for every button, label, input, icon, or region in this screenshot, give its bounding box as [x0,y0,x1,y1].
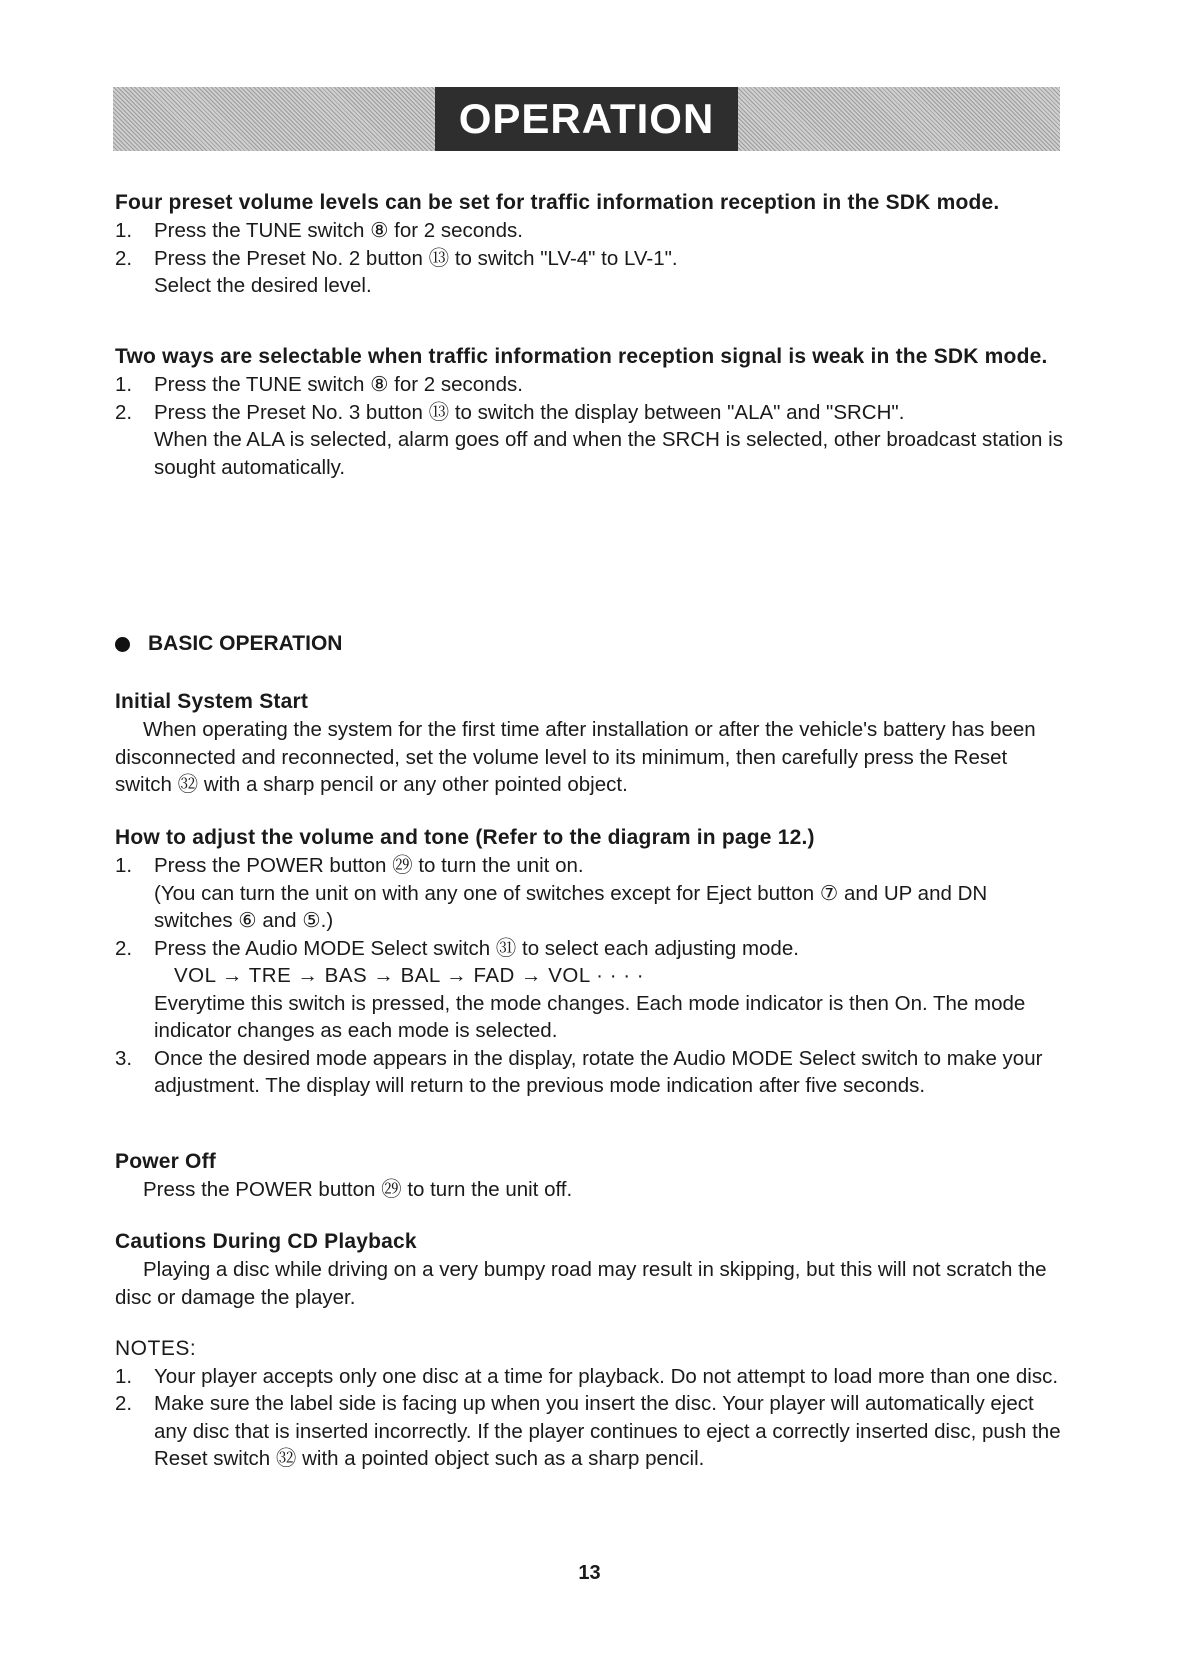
sdk-volume-section [115,189,1065,300]
step-extra: Everytime this switch is pressed, the mode changes. Each mode indicator is then On. The mode indicator changes as each mode is selected. [154,991,1026,1042]
step-text: Press the POWER button ㉙ to turn the unit on. [154,854,584,877]
step-number: 1. [115,219,133,242]
step-number: 2. [115,246,133,270]
step-number: 2. [115,400,133,424]
note-number: 2. [115,1392,133,1415]
step-number: 1. [115,854,133,877]
basic-operation-header [115,632,1065,656]
power-off-title: Power Off [115,1150,216,1173]
step-extra: When the ALA is selected, alarm goes off and when the SRCH is selected, other broadcast station is sought automatically. [154,428,1063,479]
adjust-step-2 [115,935,1065,1045]
power-off-section [115,1148,1065,1204]
page-title: OPERATION [435,87,739,151]
initial-start-body: When operating the system for the first time after installation or after the vehicle's battery has been disconnected and reconnected, set the volume level to its minimum, then carefully press the Reset switch ㉜ with a sharp pencil or any other pointed object. [115,718,1036,796]
basic-operation-title: BASIC OPERATION [148,632,343,655]
step-number: 2. [115,936,133,960]
page-number: 13 [578,1562,601,1584]
note-item-2 [115,1390,1065,1473]
notes-section [115,1335,1065,1473]
step-text: Press the TUNE switch ⑧ for 2 seconds. [154,373,523,396]
mode-sequence: VOL → TRE → BAS → BAL → FAD → VOL · · · · [174,964,645,987]
sdk-signal-section [115,343,1065,481]
sdk-volume-step-2 [115,245,1065,300]
adjust-step-1 [115,852,1065,935]
initial-start-title: Initial System Start [115,690,309,713]
adjust-step-3 [115,1045,1065,1100]
sdk-signal-step-2 [115,399,1065,482]
step-number: 3. [115,1046,133,1070]
step-extra: Select the desired level. [154,274,372,297]
bullet-icon [115,637,130,652]
cautions-body: Playing a disc while driving on a very bumpy road may result in skipping, but this will not scratch the disc or damage the player. [115,1258,1047,1309]
cautions-section [115,1228,1065,1311]
step-text: Press the TUNE switch ⑧ for 2 seconds. [154,219,523,242]
step-text: Once the desired mode appears in the display, rotate the Audio MODE Select switch to make your adjustment. The display will return to the previous mode indication after five seconds. [154,1046,1043,1097]
step-text: Press the Audio MODE Select switch ㉛ to select each adjusting mode. [154,936,799,960]
sdk-volume-step-1 [115,217,1065,245]
sdk-signal-step-1 [115,371,1065,399]
step-text: Press the Preset No. 2 button ⑬ to switch "LV-4" to LV-1". [154,246,678,270]
power-off-body: Press the POWER button ㉙ to turn the unit off. [143,1178,573,1201]
note-text: Make sure the label side is facing up when you insert the disc. Your player will automatically eject any disc that is inserted incorrectly. If the player continues to eject a correctly inserted disc, push the Reset switch ㉜ with a pointed object such as a sharp pencil. [154,1392,1061,1470]
note-text: Your player accepts only one disc at a time for playback. Do not attempt to load more than one disc. [154,1364,1059,1388]
cautions-title: Cautions During CD Playback [115,1230,417,1253]
header-banner [113,87,1060,151]
notes-title: NOTES: [115,1337,197,1360]
sdk-signal-heading: Two ways are selectable when traffic information reception signal is weak in the SDK mode. [115,345,1048,368]
sdk-volume-heading: Four preset volume levels can be set for traffic information reception in the SDK mode. [115,191,1000,214]
adjust-title: How to adjust the volume and tone (Refer to the diagram in page 12.) [115,826,815,849]
step-number: 1. [115,373,133,396]
adjust-section [115,824,1065,1100]
note-number: 1. [115,1364,133,1388]
note-item-1 [115,1363,1065,1391]
step-extra: (You can turn the unit on with any one of switches except for Eject button ⑦ and UP and DN switches ⑥ and ⑤.) [154,881,988,932]
step-text: Press the Preset No. 3 button ⑬ to switch the display between "ALA" and "SRCH". [154,400,905,424]
initial-start-section [115,688,1065,799]
